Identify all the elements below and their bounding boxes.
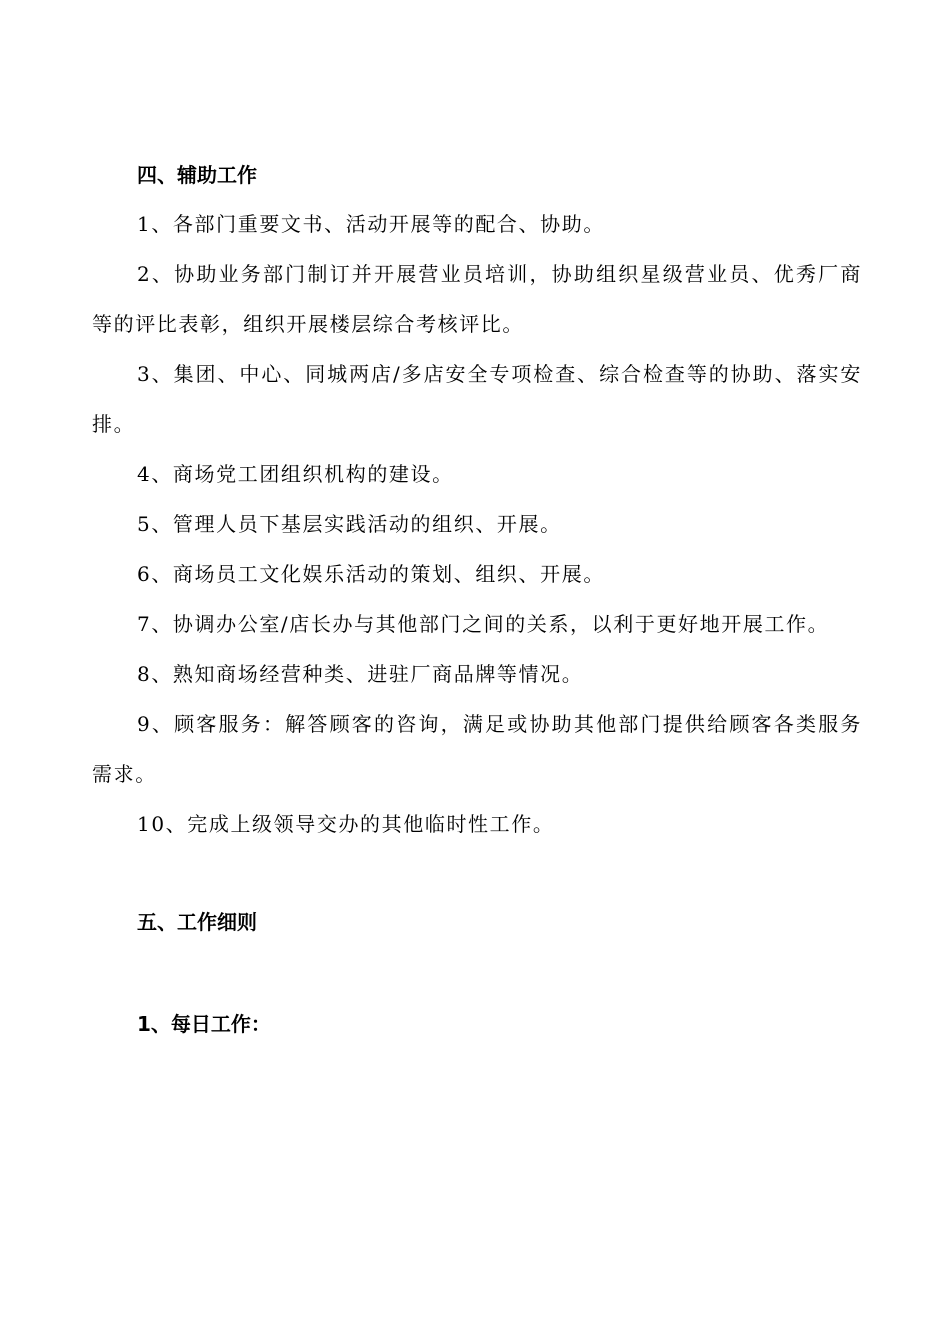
list-item: 9、顾客服务：解答顾客的咨询，满足或协助其他部门提供给顾客各类服务需求。 bbox=[92, 712, 862, 786]
list-item: 6、商场员工文化娱乐活动的策划、组织、开展。 bbox=[137, 562, 605, 586]
daily-work-subheading: 1、每日工作： bbox=[137, 1012, 271, 1036]
list-item: 8、熟知商场经营种类、进驻厂商品牌等情况。 bbox=[137, 662, 584, 686]
list-item: 10、完成上级领导交办的其他临时性工作。 bbox=[137, 812, 555, 836]
list-item: 7、协调办公室/店长办与其他部门之间的关系，以利于更好地开展工作。 bbox=[137, 612, 830, 636]
list-item: 1、各部门重要文书、活动开展等的配合、协助。 bbox=[137, 212, 605, 236]
list-item: 3、集团、中心、同城两店/多店安全专项检查、综合检查等的协助、落实安排。 bbox=[92, 362, 862, 436]
section-four-heading: 四、辅助工作 bbox=[137, 163, 257, 187]
section-five-heading: 五、工作细则 bbox=[137, 910, 257, 934]
list-item: 2、协助业务部门制订并开展营业员培训，协助组织星级营业员、优秀厂商等的评比表彰，组织开展楼层综合考核评比。 bbox=[92, 262, 862, 336]
list-item: 5、管理人员下基层实践活动的组织、开展。 bbox=[137, 512, 562, 536]
list-item: 4、商场党工团组织机构的建设。 bbox=[137, 462, 454, 486]
